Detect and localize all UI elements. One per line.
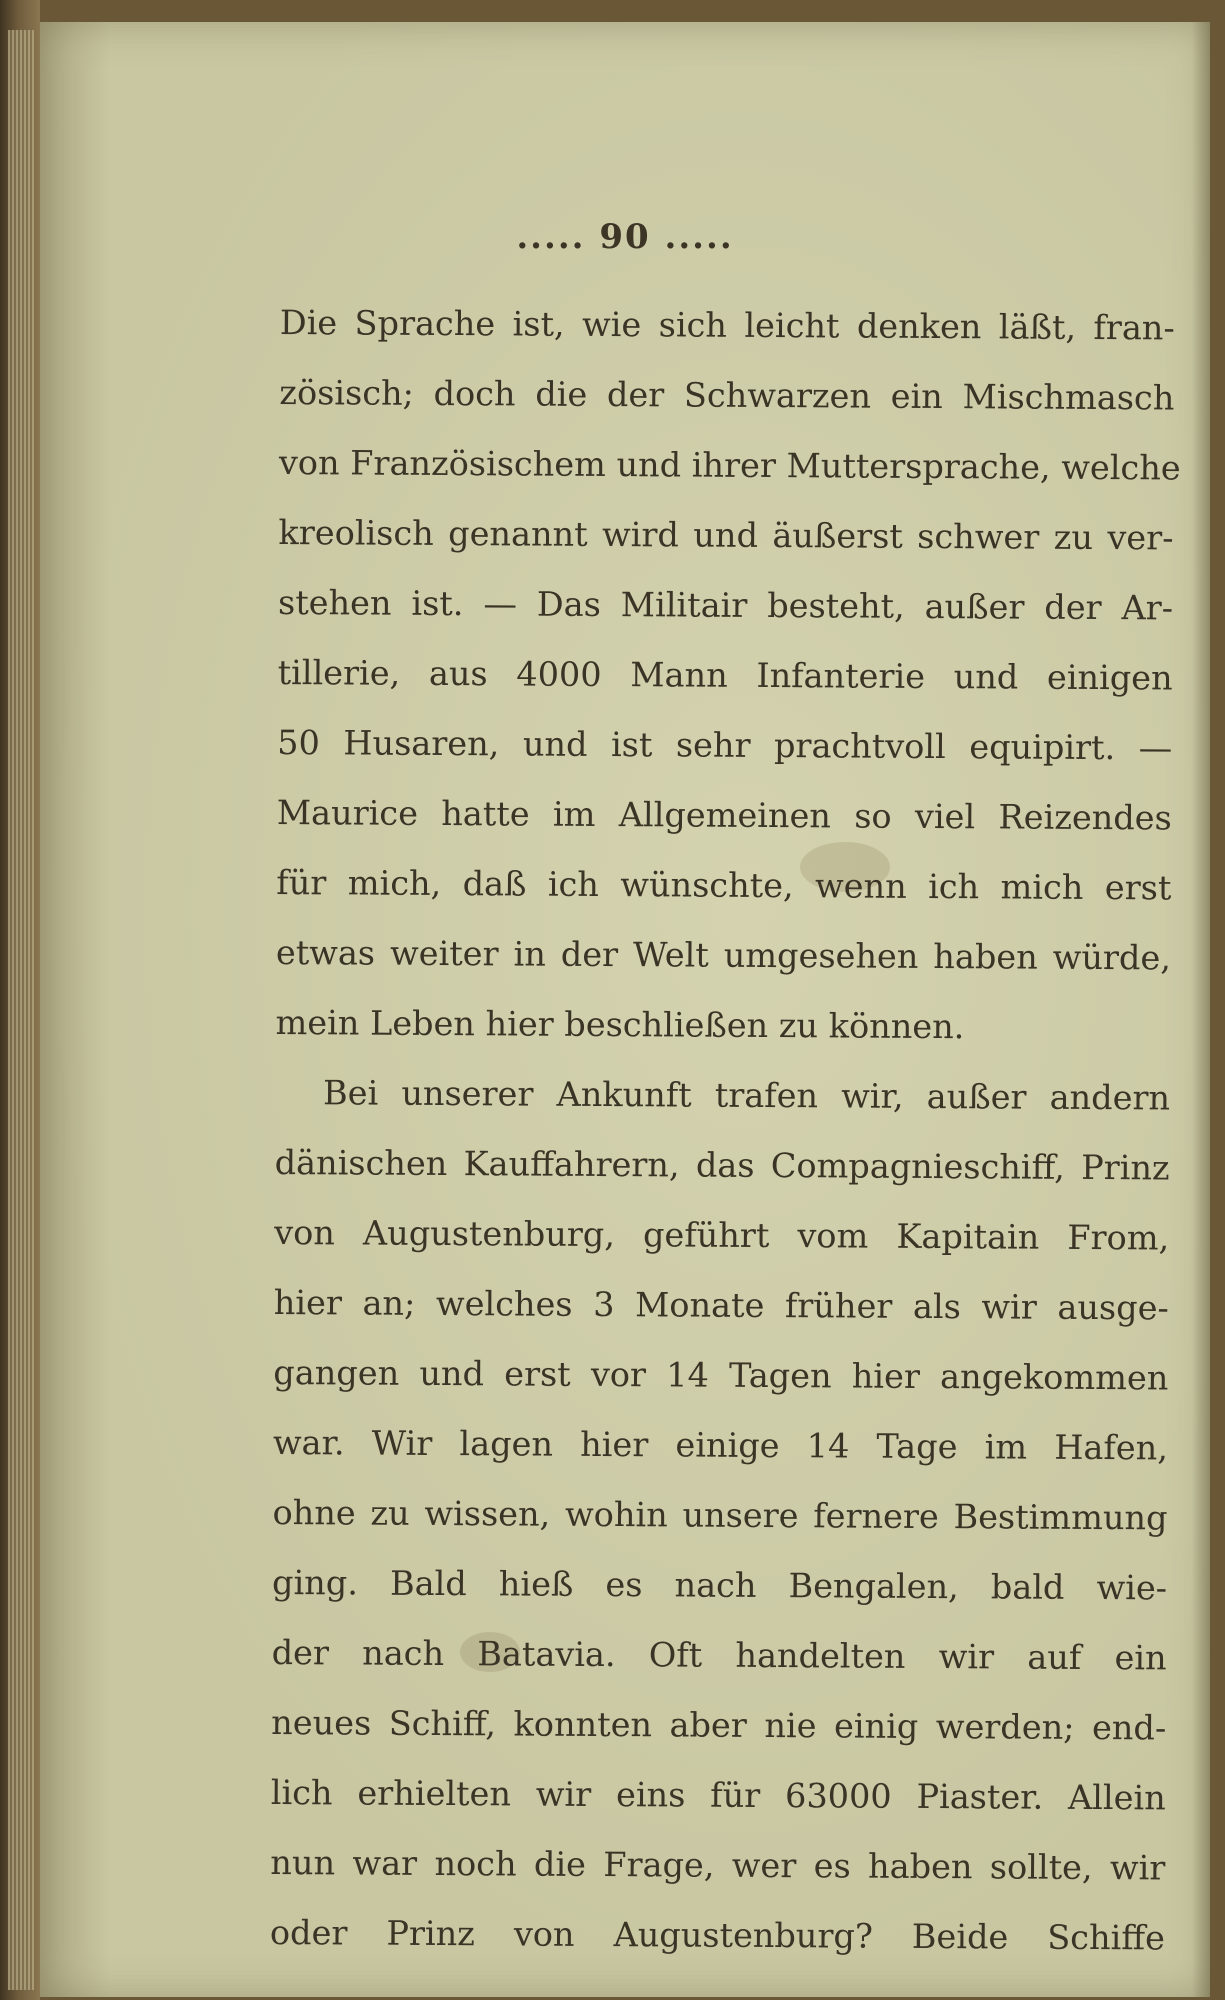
- text-line: neues Schiff, konnten aber nie einig werden; end-: [271, 1702, 1167, 1748]
- text-line: dänischen Kauffahrern, das Compagnieschiff, Prinz: [274, 1142, 1170, 1188]
- text-line: Bei unserer Ankunft trafen wir, außer andern: [322, 1073, 1171, 1118]
- previous-page-edges: [8, 30, 34, 1990]
- text-line: zösisch; doch die der Schwarzen ein Mischmasch: [279, 372, 1175, 418]
- text-line: der nach Batavia. Oft handelten wir auf ein: [271, 1632, 1167, 1678]
- text-line: Die Sprache ist, wie sich leicht denken läßt, fran-: [279, 302, 1175, 348]
- text-line: gangen und erst vor 14 Tagen hier angekommen: [273, 1352, 1169, 1398]
- text-line: ohne zu wissen, wohin unsere fernere Bestimmung: [272, 1492, 1168, 1538]
- text-line: tillerie, aus 4000 Mann Infanterie und einigen: [277, 652, 1173, 698]
- text-line: mein Leben hier beschließen zu können.: [275, 1002, 965, 1047]
- text-line: war. Wir lagen hier einige 14 Tage im Hafen,: [272, 1422, 1169, 1468]
- text-line: oder Prinz von Augustenburg? Beide Schiffe: [269, 1912, 1166, 1958]
- text-line: stehen ist. — Das Militair besteht, außer der Ar-: [277, 582, 1174, 628]
- page-edge-shadow: [1192, 22, 1210, 1997]
- body-text: [269, 288, 1181, 1973]
- text-line: ging. Bald hieß es nach Bengalen, bald wie-: [271, 1562, 1168, 1608]
- paragraph-1: [275, 288, 1181, 1063]
- text-line: Maurice hatte im Allgemeinen so viel Reizendes: [276, 792, 1172, 838]
- paragraph-2: [270, 1058, 1171, 1973]
- text-line: lich erhielten wir eins für 63000 Piaster. Allein: [270, 1772, 1166, 1818]
- text-line: etwas weiter in der Welt umgesehen haben würde,: [275, 932, 1172, 978]
- text-line: hier an; welches 3 Monate früher als wir ausge-: [273, 1282, 1169, 1328]
- text-line: von Französischem und ihrer Muttersprache, welche: [278, 442, 1181, 488]
- text-line: 50 Husaren, und ist sehr prachtvoll equipirt. —: [277, 722, 1173, 768]
- text-line: kreolisch genannt wird und äußerst schwer zu ver-: [278, 512, 1174, 558]
- text-line: von Augustenburg, geführt vom Kapitain From,: [274, 1212, 1170, 1258]
- text-line: nun war noch die Frage, wer es haben sollte, wir: [270, 1842, 1166, 1888]
- page-header: ..... 90 .....: [516, 217, 734, 257]
- text-line: für mich, daß ich wünschte, wenn ich mich erst: [276, 862, 1172, 908]
